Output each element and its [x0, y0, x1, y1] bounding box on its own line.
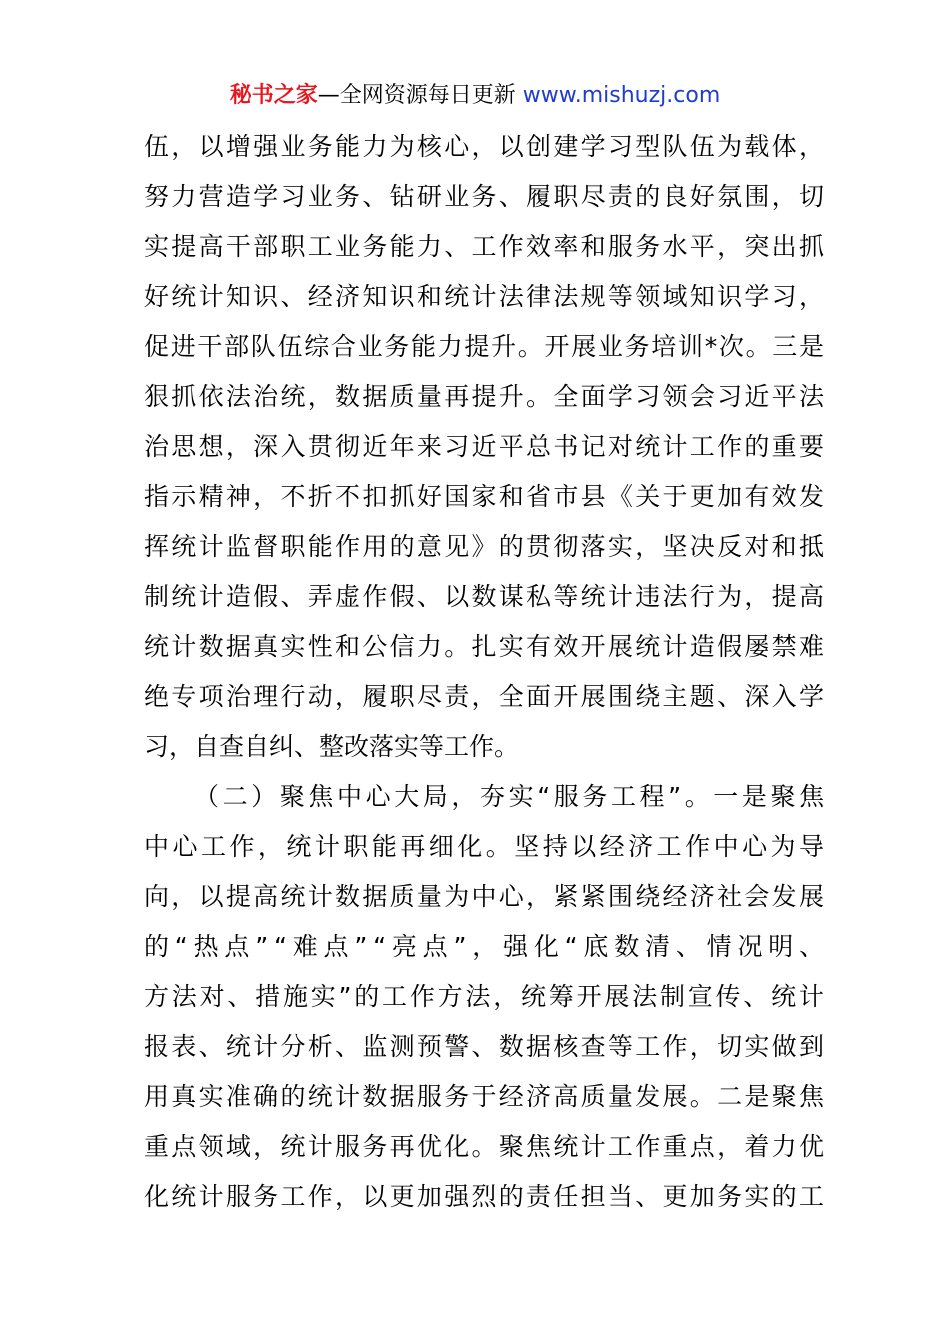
text-line: 报表、统计分析、监测预警、数据核查等工作，切实做到	[144, 1032, 827, 1061]
site-header	[0, 80, 950, 112]
text-line: 挥统计监督职能作用的意见》的贯彻落实，坚决反对和抵	[144, 532, 827, 561]
text-line: 化统计服务工作，以更加强烈的责任担当、更加务实的工	[144, 1182, 827, 1211]
site-brand: 秘书之家	[229, 83, 318, 108]
text-line: 指示精神，不折不扣抓好国家和省市县《关于更加有效发	[144, 482, 827, 511]
text-line: 绝专项治理行动，履职尽责，全面开展围绕主题、深入学	[144, 682, 827, 711]
text-line: 中心工作，统计职能再细化。坚持以经济工作中心为导	[144, 832, 828, 861]
text-line: 向，以提高统计数据质量为中心，紧紧围绕经济社会发展	[144, 882, 827, 911]
site-url-link[interactable]: www.mishuzj.com	[522, 83, 721, 108]
text-line: 实提高干部职工业务能力、工作效率和服务水平，突出抓	[144, 232, 827, 261]
text-line: 习，自查自纠、整改落实等工作。	[144, 732, 520, 761]
site-tagline: —全网资源每日更新	[317, 83, 523, 108]
text-line: 努力营造学习业务、钻研业务、履职尽责的良好氛围，切	[144, 182, 827, 211]
text-line: 治思想，深入贯彻近年来习近平总书记对统计工作的重要	[144, 432, 827, 461]
text-line: 狠抓依法治统，数据质量再提升。全面学习领会习近平法	[144, 382, 827, 411]
text-line: 用真实准确的统计数据服务于经济高质量发展。二是聚焦	[144, 1082, 827, 1111]
text-line: 伍，以增强业务能力为核心，以创建学习型队伍为载体，	[144, 132, 827, 161]
text-line: 制统计造假、弄虚作假、以数谋私等统计违法行为，提高	[144, 582, 827, 611]
text-line: 好统计知识、经济知识和统计法律法规等领域知识学习，	[144, 282, 827, 311]
paragraph-start-line: （二）聚焦中心大局，夯实“服务工程”。一是聚焦	[194, 782, 828, 811]
text-line: 统计数据真实性和公信力。扎实有效开展统计造假屡禁难	[144, 632, 827, 661]
text-line: 重点领域，统计服务再优化。聚焦统计工作重点，着力优	[144, 1132, 827, 1161]
text-line: 方法对、措施实”的工作方法，统筹开展法制宣传、统计	[144, 982, 827, 1011]
text-line: 的“热点”“难点”“亮点”，强化“底数清、情况明、	[144, 932, 830, 961]
text-line: 促进干部队伍综合业务能力提升。开展业务培训*次。三是	[144, 332, 826, 361]
